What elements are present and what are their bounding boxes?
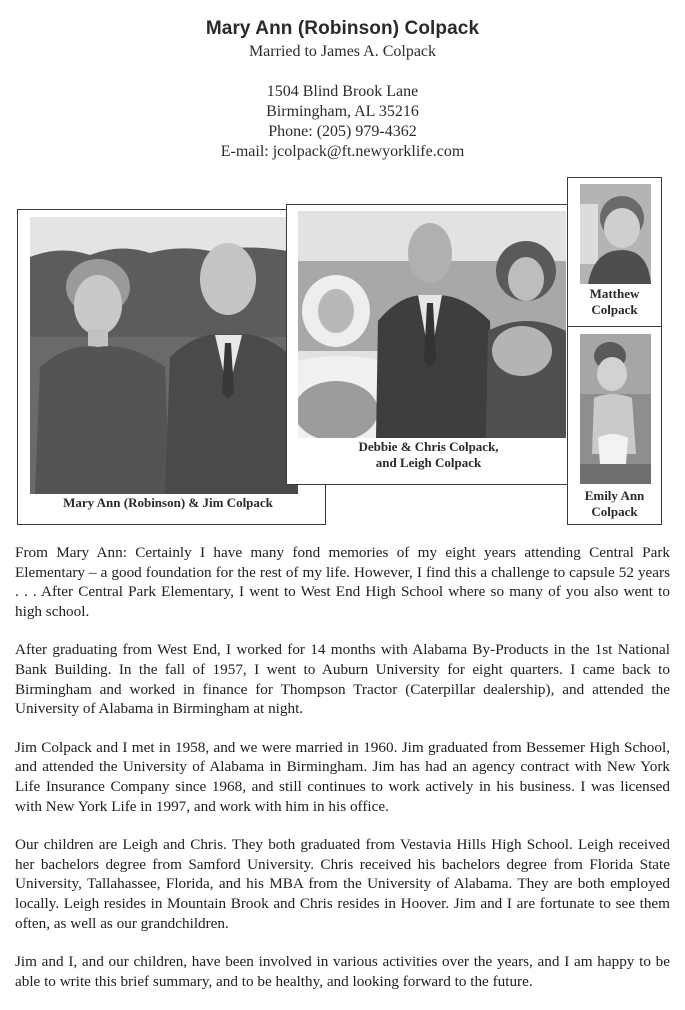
- emily-caption-line2: Colpack: [591, 504, 638, 519]
- couple-photo-caption: Mary Ann (Robinson) & Jim Colpack: [63, 495, 273, 510]
- emily-caption-line1: Emily Ann: [584, 488, 645, 503]
- emily-caption: [568, 488, 661, 520]
- paragraph: Our children are Leigh and Chris. They both graduated from Vestavia Hills High School. Leigh received her bachelors degree from Samford University. Chris received his bachelors degree from Florida State University, Tallahassee, Florida, and his MBA from the University of Alabama. They are both employed locally. Leigh resides in Mountain Brook and Chris resides in Hoover. Jim and I are fortunate to see them often, as well as our grandchildren.: [15, 836, 670, 932]
- wedding-caption-line1: Debbie & Chris Colpack,: [358, 439, 499, 454]
- matthew-caption-line1: Matthew: [589, 286, 640, 301]
- spouse-line: Married to James A. Colpack: [248, 43, 437, 60]
- wedding-photo: [298, 211, 566, 438]
- phone-number: Phone: (205) 979-4362: [268, 123, 417, 140]
- biography-text: [15, 543, 670, 1010]
- paragraph: Jim Colpack and I met in 1958, and we were married in 1960. Jim graduated from Bessemer High School, and attended the University of Alabama in Birmingham. Jim has had an agency contract with New York Life Insurance Company since 1968, and still continues to work actively in his business. I was licensed with New York Life in 1997, and work with him in his office.: [15, 738, 670, 815]
- couple-photo: [30, 217, 298, 494]
- matthew-caption-line2: Colpack: [591, 302, 638, 317]
- paragraph: Jim and I, and our children, have been involved in various activities over the years, and I am happy to be able to write this brief summary, and to be healthy, and looking forward to the future.: [15, 953, 670, 990]
- emily-photo: [580, 334, 651, 484]
- paragraph: From Mary Ann: Certainly I have many fond memories of my eight years attending Central Park Elementary – a good foundation for the rest of my life. However, I find this a challenge to capsule 52 years . . . After Central Park Elementary, I went to West End High School where so many of you also went to high school.: [15, 544, 670, 620]
- wedding-caption-line2: and Leigh Colpack: [375, 455, 482, 470]
- contact-block: [0, 82, 685, 162]
- photo-divider: [568, 326, 661, 327]
- address-city: Birmingham, AL 35216: [266, 103, 419, 120]
- matthew-caption: [568, 286, 661, 318]
- paragraph: After graduating from West End, I worked for 14 months with Alabama By-Products in the 1st National Bank Building. In the fall of 1957, I went to Auburn University for eight quarters. I came back to Birmingham and worked in finance for Thompson Tractor (Caterpillar dealership), and attended the University of Alabama in Birmingham at night.: [15, 641, 670, 718]
- couple-photo-frame: [17, 209, 326, 525]
- wedding-photo-caption: [287, 439, 570, 471]
- wedding-photo-frame: [286, 204, 569, 485]
- email-address: E-mail: jcolpack@ft.newyorklife.com: [220, 143, 465, 160]
- address-street: 1504 Blind Brook Lane: [266, 83, 419, 100]
- grandchildren-photo-frame: [567, 177, 662, 525]
- page-title: Mary Ann (Robinson) Colpack: [205, 18, 480, 39]
- matthew-photo: [580, 184, 651, 284]
